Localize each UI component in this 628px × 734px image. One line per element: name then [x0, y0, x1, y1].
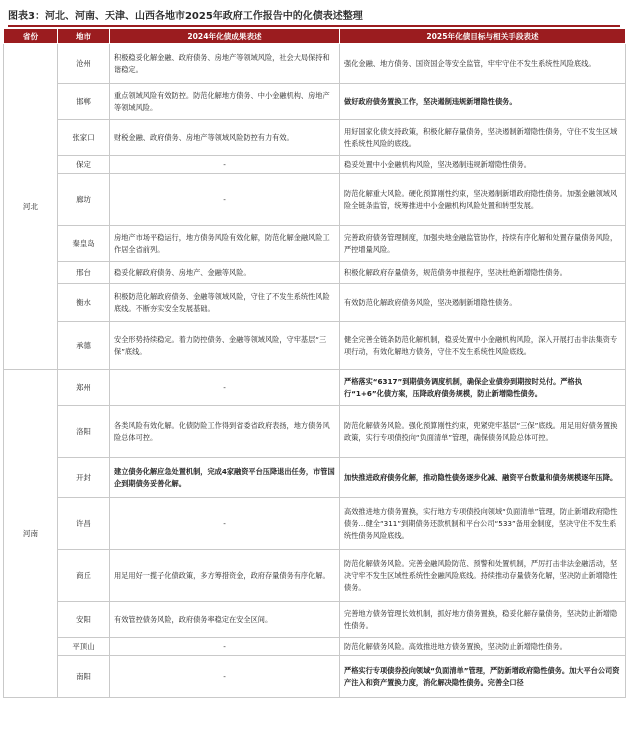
- target-2025-cell: 用好国家化债支持政策，积极化解存量债务，坚决遏制新增隐性债务，守住不发生区域性系统性风险的底线。: [340, 120, 626, 156]
- target-2025-cell: 完善地方债务管理长效机制，抓好地方债务置换，稳妥化解存量债务，坚决防止新增隐性债务。: [340, 602, 626, 638]
- city-cell: 南阳: [58, 656, 110, 698]
- table-row: [4, 322, 626, 370]
- table-row: [4, 406, 626, 458]
- city-cell: 保定: [58, 156, 110, 174]
- result-2024-cell: 建立债务化解应急处置机制，完成4家融资平台压降退出任务，市管国企到期债务妥善化解。: [110, 458, 340, 498]
- city-cell: 张家口: [58, 120, 110, 156]
- result-2024-cell: 积极防范化解政府债务、金融等领域风险，守住了不发生系统性风险底线。不断夯实安全发展基础。: [110, 284, 340, 322]
- result-2024-cell: -: [110, 174, 340, 226]
- target-2025-cell: 强化金融、地方债务、国资国企等安全监管，牢牢守住不发生系统性风险底线。: [340, 44, 626, 84]
- header-city: 地市: [58, 29, 110, 44]
- table-row: [4, 120, 626, 156]
- table-row: [4, 84, 626, 120]
- city-cell: 许昌: [58, 498, 110, 550]
- result-2024-cell: -: [110, 638, 340, 656]
- target-2025-cell: 严格落实“6317”到期债务调度机制，确保企业债券到期按时兑付。严格执行“1+6”化债方案，压降政府债务规模，防止新增隐性债务。: [340, 370, 626, 406]
- result-2024-cell: -: [110, 370, 340, 406]
- city-cell: 开封: [58, 458, 110, 498]
- result-2024-cell: 重点领域风险有效防控。防范化解地方债务、中小金融机构、房地产等领域风险。: [110, 84, 340, 120]
- target-2025-cell: 防范化解债务风险。完善金融风险防范、预警和处置机制，严厉打击非法金融活动，坚决守牢不发生区域性系统性金融风险底线。持续推动存量债务化解，坚决防止新增隐性债务。: [340, 550, 626, 602]
- header-2024: 2024年化债成果表述: [110, 29, 340, 44]
- target-2025-cell: 完善政府债务管理制度，加强央地金融监管协作，持续有序化解和处置存量债务风险，严控增量风险。: [340, 226, 626, 262]
- target-2025-cell: 健全完善全链条防范化解机制，稳妥处置中小金融机构风险，深入开展打击非法集资专项行动，有效化解地方债务，守住不发生系统性风险底线。: [340, 322, 626, 370]
- result-2024-cell: 房地产市场平稳运行，地方债务风险有效化解，防范化解金融风险工作居全省前列。: [110, 226, 340, 262]
- table-row: [4, 174, 626, 226]
- header-2025: 2025年化债目标与相关手段表述: [340, 29, 626, 44]
- province-cell-hebei: 河北: [4, 44, 58, 370]
- result-2024-cell: -: [110, 156, 340, 174]
- target-2025-cell: 高效推进地方债务置换，实行地方专项债投向领域“负面清单”管理，防止新增政府隐性债务…健全“311”到期债务还款机制和平台公司“533”备用金制度，坚决守住不发生系统性债务风险底线。: [340, 498, 626, 550]
- result-2024-cell: -: [110, 498, 340, 550]
- target-2025-cell: 防范化解重大风险。硬化预算刚性约束，坚决遏制新增政府隐性债务。加强金融领域风险全链条监管，统筹推进中小金融机构风险处置和转型发展。: [340, 174, 626, 226]
- table-row: [4, 656, 626, 698]
- city-cell: 平顶山: [58, 638, 110, 656]
- city-cell: 商丘: [58, 550, 110, 602]
- target-2025-cell: 有效防范化解政府债务风险，坚决遏制新增隐性债务。: [340, 284, 626, 322]
- result-2024-cell: 稳妥化解政府债务、房地产、金融等风险。: [110, 262, 340, 284]
- result-2024-cell: 用足用好一揽子化债政策，多方筹措资金，政府存量债务有序化解。: [110, 550, 340, 602]
- city-cell: 邯郸: [58, 84, 110, 120]
- table-row: [4, 498, 626, 550]
- result-2024-cell: 积极稳妥化解金融、政府债务、房地产等领域风险，社会大局保持和谐稳定。: [110, 44, 340, 84]
- city-cell: 邢台: [58, 262, 110, 284]
- table-row: [4, 550, 626, 602]
- target-2025-cell: 防范化解债务风险。强化预算刚性约束，兜紧兜牢基层“三保”底线。用足用好债务置换政策，实行专项债投向“负面清单”管理，确保债务风险总体可控。: [340, 406, 626, 458]
- city-cell: 承德: [58, 322, 110, 370]
- target-2025-cell: 积极化解政府存量债务，规范债务申报程序，坚决杜绝新增隐性债务。: [340, 262, 626, 284]
- table-row: [4, 284, 626, 322]
- header-province: 省份: [4, 29, 58, 44]
- city-cell: 洛阳: [58, 406, 110, 458]
- city-cell: 郑州: [58, 370, 110, 406]
- table-row: [4, 370, 626, 406]
- target-2025-cell: 防范化解债务风险。高效推进地方债务置换，坚决防止新增隐性债务。: [340, 638, 626, 656]
- table-row: [4, 226, 626, 262]
- table-row: [4, 262, 626, 284]
- result-2024-cell: 财税金融、政府债务、房地产等领域风险防控有力有效。: [110, 120, 340, 156]
- table-row: [4, 602, 626, 638]
- figure-title: 图表3：河北、河南、天津、山西各地市2025年政府工作报告中的化债表述整理: [8, 7, 620, 27]
- result-2024-cell: -: [110, 656, 340, 698]
- city-cell: 廊坊: [58, 174, 110, 226]
- result-2024-cell: 安全形势持续稳定。着力防控债务、金融等领域风险，守牢基层“三保”底线。: [110, 322, 340, 370]
- city-cell: 衡水: [58, 284, 110, 322]
- debt-table: [3, 28, 626, 698]
- target-2025-cell: 稳妥处置中小金融机构风险，坚决遏制违规新增隐性债务。: [340, 156, 626, 174]
- target-2025-cell: 加快推进政府债务化解，推动隐性债务逐步化减、融资平台数量和债务规模逐年压降。: [340, 458, 626, 498]
- table-row: [4, 156, 626, 174]
- city-cell: 安阳: [58, 602, 110, 638]
- result-2024-cell: 有效管控债务风险，政府债务率稳定在安全区间。: [110, 602, 340, 638]
- table-row: [4, 44, 626, 84]
- table-row: [4, 458, 626, 498]
- target-2025-cell: 做好政府债务置换工作，坚决遏制违规新增隐性债务。: [340, 84, 626, 120]
- result-2024-cell: 各类风险有效化解。化债防险工作得到省委省政府表扬，地方债务风险总体可控。: [110, 406, 340, 458]
- target-2025-cell: 严格实行专项债券投向领域“负面清单”管理，严防新增政府隐性债务。加大平台公司资产注入和资产置换力度，消化解决隐性债务。完善全口径: [340, 656, 626, 698]
- city-cell: 秦皇岛: [58, 226, 110, 262]
- province-cell-henan: 河南: [4, 370, 58, 698]
- city-cell: 沧州: [58, 44, 110, 84]
- header-row: [4, 29, 626, 44]
- table-row: [4, 638, 626, 656]
